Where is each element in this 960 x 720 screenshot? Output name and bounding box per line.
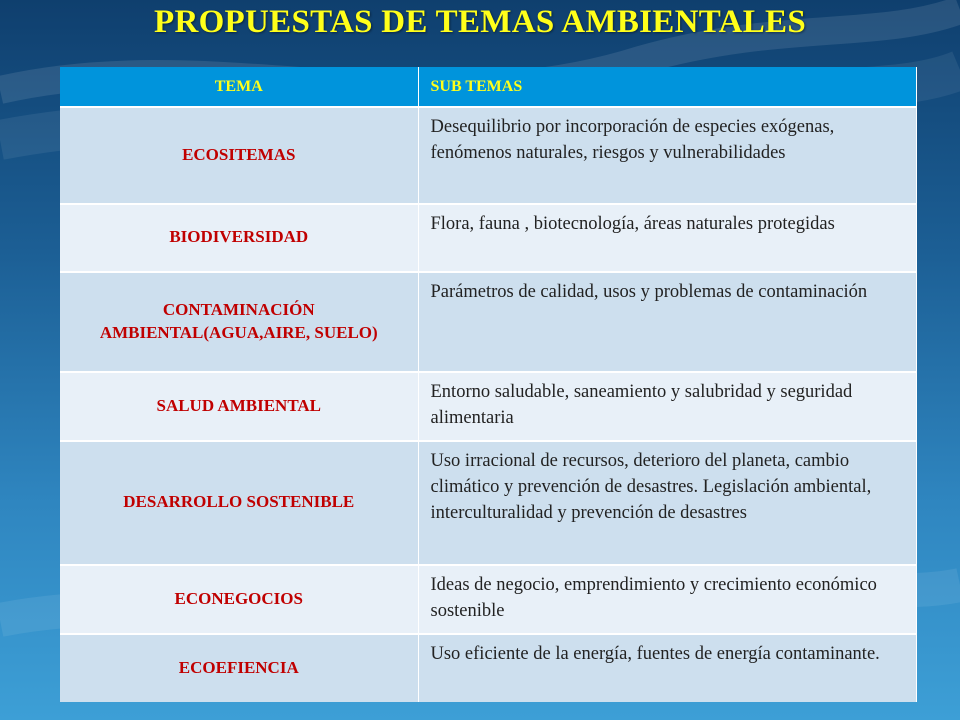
subtemas-cell: Ideas de negocio, emprendimiento y crecimiento económico sostenible: [418, 565, 916, 634]
table-row: [60, 107, 916, 204]
table-row: [60, 565, 916, 634]
header-subtemas: SUB TEMAS: [418, 67, 916, 107]
topics-table: [60, 67, 917, 702]
tema-cell: ECONEGOCIOS: [60, 565, 418, 634]
subtemas-cell: Entorno saludable, saneamiento y salubridad y seguridad alimentaria: [418, 372, 916, 441]
subtemas-cell: Desequilibrio por incorporación de especies exógenas, fenómenos naturales, riesgos y vulnerabilidades: [418, 107, 916, 204]
tema-cell: ECOEFIENCIA: [60, 634, 418, 702]
tema-cell: ECOSITEMAS: [60, 107, 418, 204]
table-row: [60, 441, 916, 565]
page-title: PROPUESTAS DE TEMAS AMBIENTALES: [153, 4, 807, 40]
tema-cell: CONTAMINACIÓN AMBIENTAL(AGUA,AIRE, SUELO): [60, 272, 418, 372]
subtemas-cell: Uso irracional de recursos, deterioro del planeta, cambio climático y prevención de desastres. Legislación ambiental, interculturalidad y prevención de desastres: [418, 441, 916, 565]
tema-cell: BIODIVERSIDAD: [60, 204, 418, 272]
tema-cell: SALUD AMBIENTAL: [60, 372, 418, 441]
table-row: [60, 204, 916, 272]
table-row: [60, 634, 916, 702]
table-header-row: [60, 67, 916, 107]
subtemas-cell: Uso eficiente de la energía, fuentes de energía contaminante.: [418, 634, 916, 702]
tema-cell: DESARROLLO SOSTENIBLE: [60, 441, 418, 565]
header-tema: TEMA: [60, 67, 418, 107]
subtemas-cell: Parámetros de calidad, usos y problemas de contaminación: [418, 272, 916, 372]
table-row: [60, 372, 916, 441]
table-row: [60, 272, 916, 372]
subtemas-cell: Flora, fauna , biotecnología, áreas naturales protegidas: [418, 204, 916, 272]
